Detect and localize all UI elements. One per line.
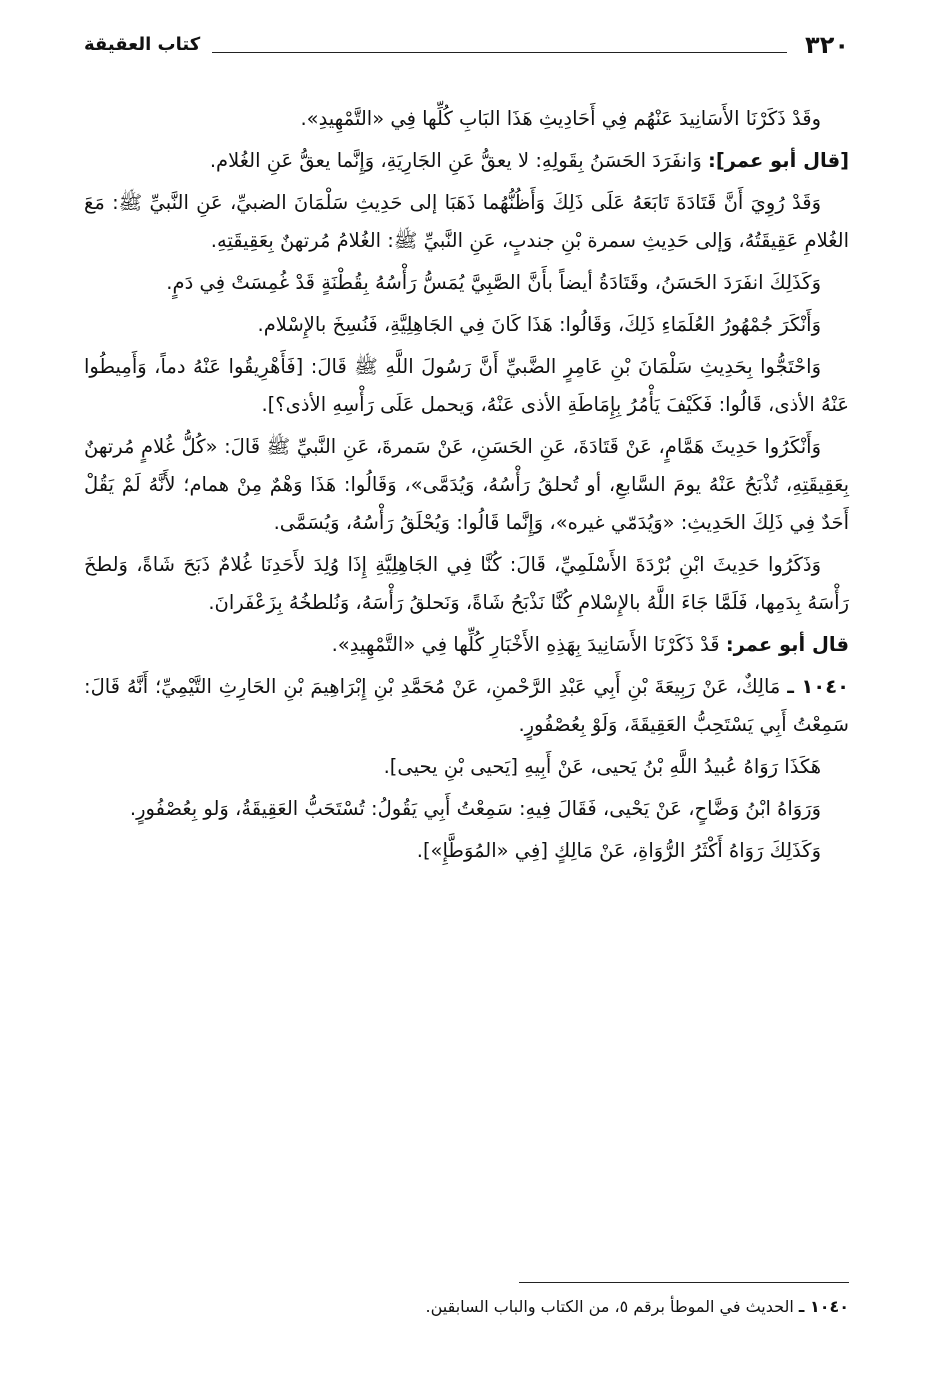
paragraph: وَرَوَاهُ ابْنُ وَضَّاحٍ، عَنْ يَحْيى، فَقَالَ فِيهِ: سَمِعْتُ أَبِي يَقُولُ: تُسْتَحَبُّ العَقِيقَةُ، وَلو بِعُصْفُورٍ.	[129, 797, 821, 820]
footnote-separator	[519, 1282, 849, 1283]
hadith-number: ١٠٤٠ ـ	[787, 675, 849, 698]
paragraph: [قال أبو عمر]: وَانفَرَدَ الحَسَنُ بِقَولِهِ: لا يعقُّ عَنِ الجَارِيَةِ، وَإِنَّما يعقُّ عَنِ الغُلام.	[209, 149, 849, 172]
main-text	[84, 100, 849, 874]
paragraph: وَقَدْ رُوِيَ أَنَّ قَتَادَةَ تَابَعَهُ عَلَى ذَلِكَ وَأَظُنُّهُما ذَهَبَا إلى حَدِيثِ سَلْمَانَ الضبيِّ، عَنِ النَّبيِّ ﷺ: مَعَ الغُلامِ عَقِيقَتُهُ، وَإلى حَدِيثِ سمرة بْنِ جندبٍ، عَنِ النَّبيِّ ﷺ: الغُلامُ مُرتهنٌ بِعَقِيقَتِهِ.	[84, 191, 849, 252]
footnote-number: ١٠٤٠ ـ	[798, 1297, 849, 1316]
paragraph: وَكَذَلِكَ رَوَاهُ أَكْثَرُ الرُّوَاةِ، عَنْ مَالِكٍ [فِي «المُوَطَّإِ»].	[416, 839, 821, 862]
speaker-lead: [قال أبو عمر]:	[708, 149, 849, 172]
paragraph: وَاحْتَجُّوا بِحَدِيثِ سَلْمَانَ بْنِ عَامِرٍ الضَّبيِّ أَنَّ رَسُولَ اللَّهِ ﷺ قَالَ: [فَأَهْرِيقُوا عَنْهُ دماً، وَأَمِيطُوا عَنْهُ الأذى، قَالُوا: فَكَيْفَ يَأْمُرُ بِإِمَاطَةِ الأذى عَنْهُ، وَيحمل عَلَى رَأْسِهِ الأذى؟].	[84, 355, 849, 416]
page-number: ٣٢٠	[805, 31, 849, 59]
paragraph: وَأَنْكَرُوا حَدِيثَ هَمَّامٍ، عَنْ قَتَادَةَ، عَنِ الحَسَنِ، عَنْ سَمرةَ، عَنِ النَّبيِّ ﷺ قَالَ: «كُلُّ غُلامٍ مُرتهنٌ بِعَقِيقَتِهِ، تُذْبَحُ عَنْهُ يومَ السَّابعِ، أو تُحلقُ رَأْسُهُ، وَيُدَمَّى»، وَقَالُوا: هَذَا وَهْمٌ مِنْ همام؛ لأَنَّهُ لَمْ يَقُلْ أَحَدٌ فِي ذَلِكَ الحَدِيثِ: «وَيُدَمّي غيره»، وَإِنَّما قَالُوا: وَيُحْلَقُ رَأْسُهُ، وَيُسَمَّى.	[84, 435, 849, 534]
footnote	[84, 1294, 849, 1320]
paragraph: هَكَذَا رَوَاهُ عُبيدُ اللَّهِ بْنُ يَحيى، عَنْ أَبِيهِ [يَحيى بْنِ يحيى].	[383, 755, 821, 778]
paragraph: وَأَنْكَرَ جُمْهُورُ العُلَمَاءِ ذَلِكَ، وَقَالُوا: هَذَا كَانَ فِي الجَاهِلِيَّةِ، فَنُسِخَ بالإِسْلام.	[257, 313, 821, 336]
paragraph: وَذَكَرُوا حَدِيثَ ابْنِ بُرْدَةَ الأَسْلَمِيِّ، قَالَ: كُنَّا فِي الجَاهِلِيَّةِ إِذَا وُلِدَ لأَحَدِنَا غُلامٌ ذَبَحَ شَاةً، وَلطخَ رَأْسَهُ بِدَمِها، فَلَمَّا جَاءَ اللَّهُ بالإِسْلامِ كُنَّا نَذْبَحُ شَاةً، وَنَحلقُ رَأْسَهُ، وَنُلطخُهُ بِزَعْفَرانَ.	[84, 553, 849, 614]
hadith-entry: ١٠٤٠ ـ مَالِكٌ، عَنْ رَبِيعَةَ بْنِ أَبِي عَبْدِ الرَّحْمنِ، عَنْ مُحَمَّدِ بْنِ إِبْرَاهِيمَ بْنِ الحَارِثِ التَّيْمِيِّ؛ أَنَّهُ قَالَ: سَمِعْتُ أَبِي يَسْتَحِبُّ العَقِيقَةَ، وَلَوْ بِعُصْفُورٍ.	[84, 675, 849, 736]
paragraph: وقَدْ ذَكَرْنَا الأَسَانِيدَ عَنْهُم فِي أَحَادِيثِ هَذَا البَابِ كُلِّها فِي «التَّمْهِيدِ».	[300, 107, 821, 130]
header-rule	[212, 52, 787, 53]
page-header	[84, 26, 849, 60]
paragraph: قال أبو عمر: قَدْ ذَكَرْنَا الأَسَانِيدَ بِهَذِهِ الأَخْبَارِ كُلِّها فِي «التَّمْهِيدِ».	[331, 633, 849, 656]
running-title: كتاب العقيقة	[84, 34, 201, 55]
paragraph: وَكَذَلِكَ انفَرَدَ الحَسَنُ، وقَتَادَةُ أيضاً بأَنَّ الصَّبِيَّ يُمَسُّ رَأْسُهُ بِقُطْنَةٍ قَدْ غُمِسَتْ فِي دَمٍ.	[166, 271, 821, 294]
speaker-lead: قال أبو عمر:	[725, 633, 849, 656]
footnote-text: الحديث في الموطأ برقم ٥، من الكتاب والباب السابقين.	[425, 1297, 794, 1316]
